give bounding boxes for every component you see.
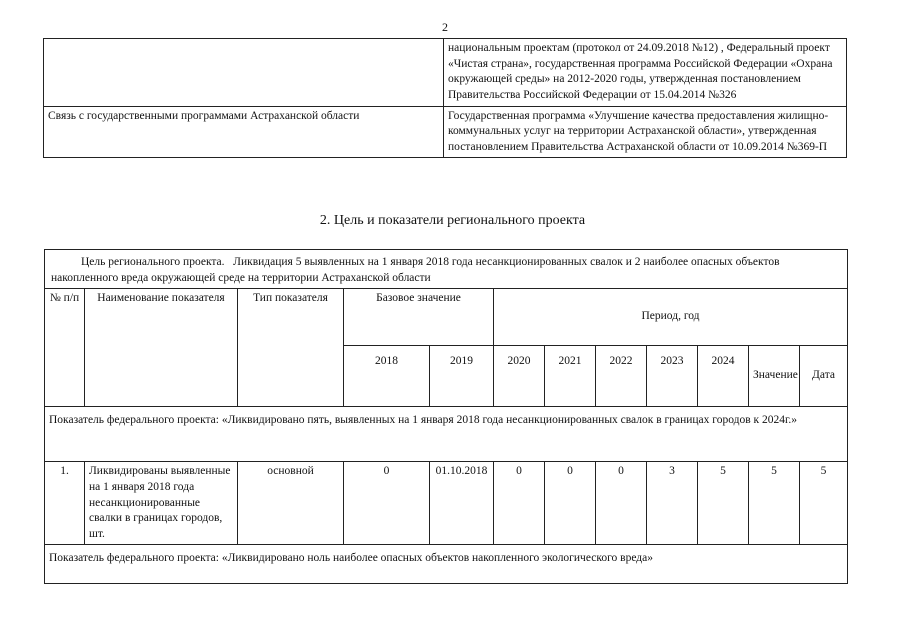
year-2022: 2022 (596, 346, 647, 407)
row-value-2021: 3 (647, 462, 698, 545)
table-row (44, 39, 847, 107)
header-num: № п/п (45, 289, 85, 407)
row-name: Ликвидированы выявленные на 1 января 2018 года несанкционированные свалки в границах городов, шт. (85, 462, 238, 545)
header-name: Наименование показателя (85, 289, 238, 407)
federal-indicator-1: Показатель федерального проекта: «Ликвидировано пять, выявленных на 1 января 2018 года несанкционированных свалок в границах городов к 2024г.» (45, 407, 848, 462)
header-period: Период, год (494, 289, 848, 346)
year-2020: 2020 (494, 346, 545, 407)
goal-label: Цель регионального проекта. (81, 256, 225, 268)
row-base-date: 01.10.2018 (430, 462, 494, 545)
header-type: Тип показателя (238, 289, 344, 407)
year-2019: 2019 (430, 346, 494, 407)
row-type: основной (238, 462, 344, 545)
row-num: 1. (45, 462, 85, 545)
header-base: Базовое значение (344, 289, 494, 346)
goal-text: Ликвидация 5 выявленных на 1 января 2018 года несанкционированных свалок и 2 наиболее опасных объектов накопленного вреда окружающей среде на территории Астраханской области (51, 256, 780, 284)
row-value-2020: 0 (596, 462, 647, 545)
goal-cell (45, 250, 848, 289)
year-2024: 2024 (698, 346, 749, 407)
section-title: 2. Цель и показатели регионального проекта (319, 213, 586, 228)
row-label-cell: Связь с государственными программами Астраханской области (44, 106, 444, 158)
row-value-2019: 0 (545, 462, 596, 545)
row-value-2018: 0 (494, 462, 545, 545)
year-2018: 2018 (344, 346, 430, 407)
project-info-table (43, 38, 847, 158)
page-number: 2 (442, 20, 448, 34)
federal-indicator-row (45, 407, 848, 462)
row-value-cell: национальным проектам (протокол от 24.09.2018 №12) , Федеральный проект «Чистая страна», государственная программа Российской Федерации «Охрана окружающей среды» на 2012-2020 годы, утвержденная постановлением Правительства Российской Федерации от 15.04.2014 №326 (444, 39, 847, 107)
year-2023: 2023 (647, 346, 698, 407)
federal-indicator-2: Показатель федерального проекта: «Ликвидировано ноль наиболее опасных объектов накопленного экологического вреда» (45, 545, 848, 584)
table-row (44, 106, 847, 158)
goal-row (45, 250, 848, 289)
row-base-value: 0 (344, 462, 430, 545)
row-value-cell: Государственная программа «Улучшение качества предоставления жилищно-коммунальных услуг на территории Астраханской области», утвержденная постановлением Правительства Астраханской области от 10.09.2014 №369-П (444, 106, 847, 158)
row-label-cell (44, 39, 444, 107)
row-value-2022: 5 (698, 462, 749, 545)
header-value: Значение (749, 346, 800, 407)
row-value-2023: 5 (749, 462, 800, 545)
federal-indicator-row (45, 545, 848, 584)
row-value-2024: 5 (800, 462, 848, 545)
header-row (45, 289, 848, 346)
goals-table (44, 249, 848, 584)
year-2021: 2021 (545, 346, 596, 407)
header-date: Дата (800, 346, 848, 407)
table-row (45, 462, 848, 545)
